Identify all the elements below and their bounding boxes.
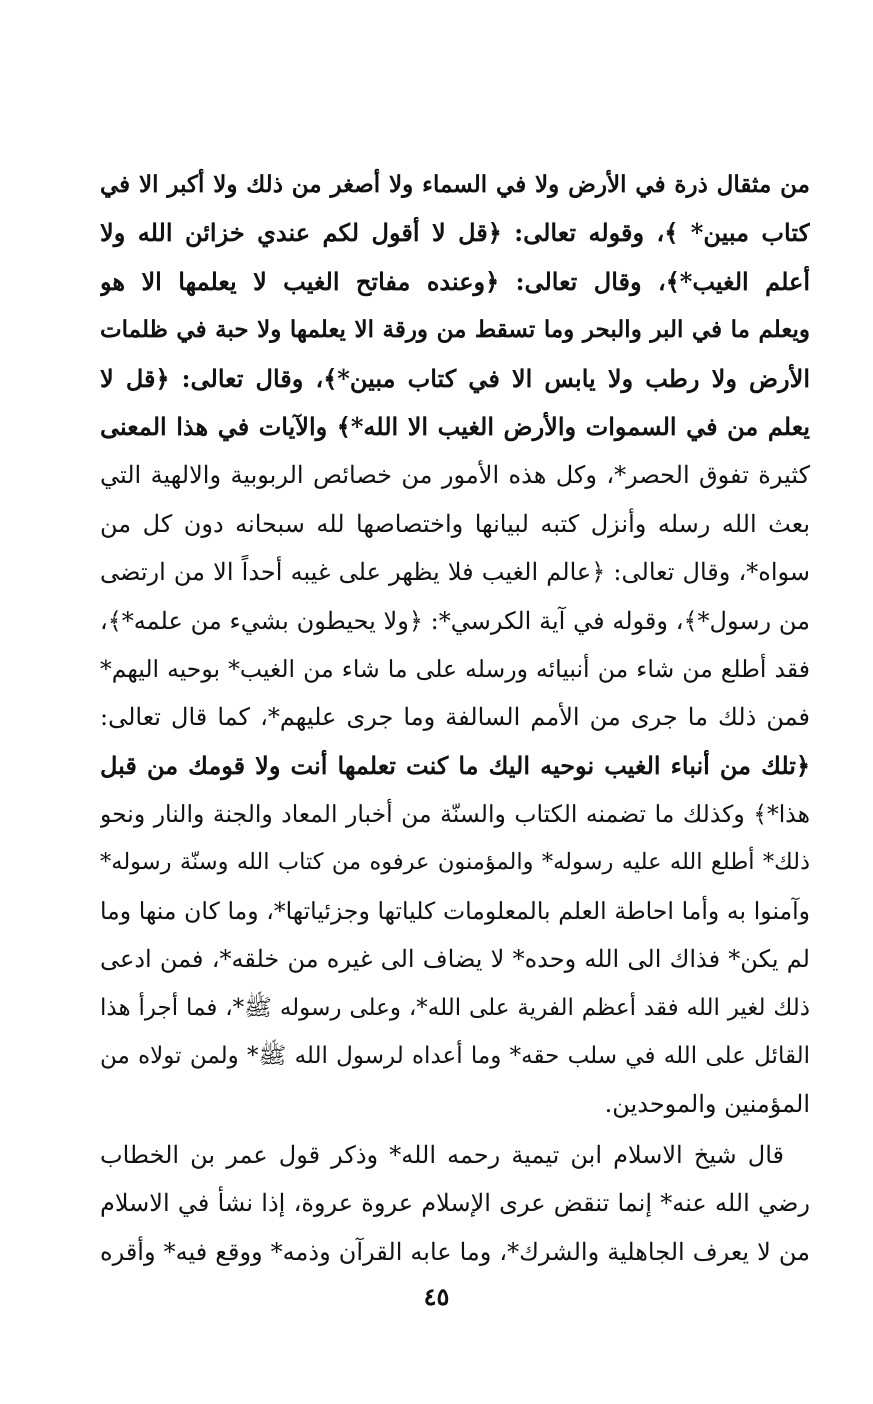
text-line: يعلم من في السموات والأرض الغيب الا الله*﴾ والآيات في هذا المعنى bbox=[100, 411, 810, 441]
text-line: ذلك* أطلع الله عليه رسوله* والمؤمنون عرفوه من كتاب الله وسنّة رسوله* bbox=[100, 849, 810, 876]
text-line: كتاب مبين* ﴾، وقوله تعالى: ﴿قل لا أقول لكم عندي خزائن الله ولا bbox=[100, 218, 810, 248]
text-line: فمن ذلك ما جرى من الأمم السالفة وما جرى عليهم*، كما قال تعالى: bbox=[100, 703, 810, 732]
text-line: سواه*، وقال تعالى: ﴿عالم الغيب فلا يظهر على غيبه أحداً الا من ارتضى bbox=[100, 558, 810, 587]
text-line: من رسول*﴾، وقوله في آية الكرسي*: ﴿ولا يحيطون بشيء من علمه*﴾، bbox=[100, 606, 810, 635]
text-line: من لا يعرف الجاهلية والشرك*، وما عابه القرآن وذمه* ووقع فيه* وأقره bbox=[100, 1237, 810, 1266]
text-line: لم يكن* فذاك الى الله وحده* لا يضاف الى غيره من خلقه*، فمن ادعى bbox=[100, 945, 810, 974]
text-line: ذلك لغير الله فقد أعظم الفرية على الله*، وعلى رسوله ﷺ*، فما أجرأ هذا bbox=[100, 994, 810, 1021]
text-line: وآمنوا به وأما احاطة العلم بالمعلومات كلياتها وجزئياتها*، وما كان منها وما bbox=[100, 896, 810, 925]
main-paragraph bbox=[100, 161, 810, 1129]
text-line: ويعلم ما في البر والبحر وما تسقط من ورقة الا يعلمها ولا حبة في ظلمات bbox=[100, 316, 810, 344]
text-line: فقد أطلع من شاء من أنبيائه ورسله على ما شاء من الغيب* بوحيه اليهم* bbox=[100, 654, 810, 683]
text-line: أعلم الغيب*﴾، وقال تعالى: ﴿وعنده مفاتح الغيب لا يعلمها الا هو bbox=[100, 266, 810, 296]
text-line: قال شيخ الاسلام ابن تيمية رحمه الله* وذكر قول عمر بن الخطاب bbox=[100, 1141, 784, 1169]
text-line: من مثقال ذرة في الأرض ولا في السماء ولا أصغر من ذلك ولا أكبر الا في bbox=[100, 171, 810, 198]
text-line: بعث الله رسله وأنزل كتبه لبيانها واختصاصها لله سبحانه دون كل من bbox=[100, 509, 810, 538]
text-line: ﴿تلك من أنباء الغيب نوحيه اليك ما كنت تعلمها أنت ولا قومك من قبل bbox=[100, 750, 810, 780]
text-line: هذا*﴾ وكذلك ما تضمنه الكتاب والسنّة من أخبار المعاد والجنة والنار ونحو bbox=[100, 800, 810, 829]
text-line: الأرض ولا رطب ولا يابس الا في كتاب مبين*﴾، وقال تعالى: ﴿قل لا bbox=[100, 363, 810, 393]
page-number: ٤٥ bbox=[423, 1282, 450, 1311]
text-line: المؤمنين والموحدين. bbox=[604, 1090, 810, 1119]
second-paragraph bbox=[100, 1131, 810, 1276]
text-line: رضي الله عنه* إنما تنقض عرى الإسلام عروة عروة، إذا نشأ في الاسلام bbox=[100, 1189, 810, 1218]
text-line: القائل على الله في سلب حقه* وما أعداه لرسول الله ﷺ* ولمن تولاه من bbox=[100, 1043, 810, 1070]
text-line: كثيرة تفوق الحصر*، وكل هذه الأمور من خصائص الربوبية والالهية التي bbox=[100, 461, 810, 490]
